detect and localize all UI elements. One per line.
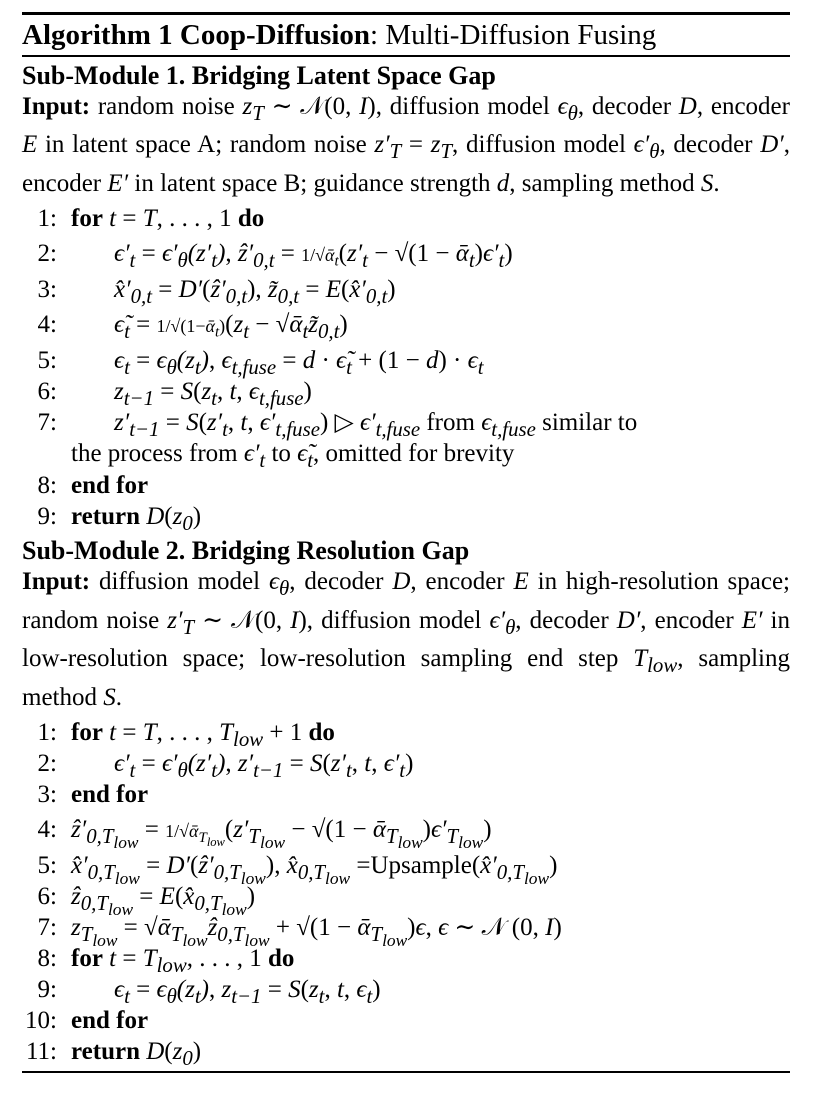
module2-step: 7: $z_{T_{low}}$ = √ᾱ$_{T_{low}}$ẑ$_{0,T_{low}}$ + √(1 − ᾱ$_{T_{low}}$)ϵ, ϵ ∼ 𝒩 (0, I)	[37, 914, 562, 951]
module1-step: 4: $\epsiloñ_t$ = $1/√(1-ᾱ_t)(z_t$ − $√ᾱ_tz̃_{0,t}$)	[37, 311, 348, 343]
module1-input: Input: random noise $z_T$ ∼ 𝒩(0, I), diffusion model $\epsilon_\theta$, decoder D, encoder E in latent space A; random noise $z'_T = z_T$, diffusion model $\epsilon'_\theta$, decoder D′, encoder E′ in latent space B; guidance strength d, sampling method S.	[22, 92, 790, 197]
algorithm-number: Algorithm 1	[22, 19, 173, 51]
module2-step: 8: for $t = T_{low}$, . . . , 1 do	[37, 945, 295, 977]
algorithm-box	[22, 12, 790, 1073]
module2-step: 6: ẑ$_{0,T_{low}}$ = $E(x̂_{0,T_{low}})$	[37, 883, 256, 920]
algorithm-subtitle: : Multi-Diffusion Fusing	[370, 19, 657, 51]
module2-step: 11: return $D(z_0)$	[25, 1038, 202, 1070]
module1-step: 2: $\epsilon'_t = \epsilon'_\theta(z'_t)$, $ẑ'_{0,t}$ = $1/√ᾱ_t(z'_t - √(1$ − $ᾱ_t)\epsilon'_t$)	[37, 240, 513, 272]
module2-steps	[22, 717, 790, 1070]
module1-step-cont: the process from $\epsilon'_t$ to $\epsiloñ_t$, omitted for brevity	[71, 440, 515, 472]
module1-heading: Sub-Module 1. Bridging Latent Space Gap	[22, 60, 496, 90]
module1-step: 5: $\epsilon_t = \epsilon_\theta(z_t)$, $\epsilon_{t,fuse} = d$ · $\epsiloñ_t + (1 - d) \cdot \epsilon_t$	[37, 347, 484, 379]
module2-step: 5: $x̂'_{0,T_{low}}$ = $D'(ẑ'_{0,T_{low}})$, $x̂_{0,T_{low}}$ $=Upsample(x̂'_{0,T_{low}})$	[37, 852, 558, 889]
module2-input-label: Input:	[22, 568, 91, 595]
module1-step: 7: $z'_{t-1} = S(z'_t$, t, $\epsilon'_{t,fuse}$) ▷ $\epsilon'_{t,fuse}$ from $\epsilon_{t,fuse}$ similar to	[37, 409, 638, 441]
module2-input: Input: diffusion model $\epsilon_\theta$, decoder D, encoder E in high-resolution space; random noise $z'_T$ ∼ 𝒩(0, I), diffusion model $\epsilon'_\theta$, decoder D′, encoder E′ in low-resolution space; low-resolution sampling end step $T_{low}$, sampling method S.	[22, 568, 791, 711]
module1-steps	[22, 203, 790, 535]
module2-step: 4: $ẑ'_{0,T_{low}}$ = $1/√ᾱ_{T_{low}}(z'_{T_{low}} - √(1$ − $ᾱ_{T_{low}})\epsilon'_{T_{low}}$)	[37, 816, 492, 853]
module1-step: 9: return $D(z_0)$	[37, 503, 202, 535]
module2-step: 1: for t = T, . . . , $T_{low} + 1$ do	[37, 719, 335, 751]
algorithm-name: Coop-Diffusion	[179, 19, 371, 51]
module2-step: 2: $\epsilon'_t = \epsilon'_\theta(z'_t)$, $z'_{t-1} = S(z'_t$, t, $\epsilon'_t$)	[37, 750, 414, 782]
module1-step: 3: $x̂'_{0,t}$ = $D'(ẑ'_{0,t})$, $z̃_{0,t}$ = $E(x̂'_{0,t})$	[37, 276, 396, 308]
module2-step: 3: end for	[37, 781, 149, 808]
module1-input-label: Input:	[22, 92, 91, 120]
module2-step: 9: $\epsilon_t = \epsilon_\theta(z_t)$, $z_{t-1} = S(z_t$, t, $\epsilon_t$)	[37, 976, 381, 1008]
module1-step: 8: end for	[37, 472, 149, 499]
algorithm-title	[22, 15, 790, 55]
module1-step: 1: for t = T, . . . , 1 do	[37, 205, 265, 232]
module2-heading: Sub-Module 2. Bridging Resolution Gap	[22, 536, 470, 565]
title-rule	[22, 55, 790, 57]
module1-step: 6: $z_{t-1} = S(z_t$, t, $\epsilon_{t,fuse}$)	[37, 378, 312, 410]
module2-step: 10: end for	[25, 1007, 149, 1034]
